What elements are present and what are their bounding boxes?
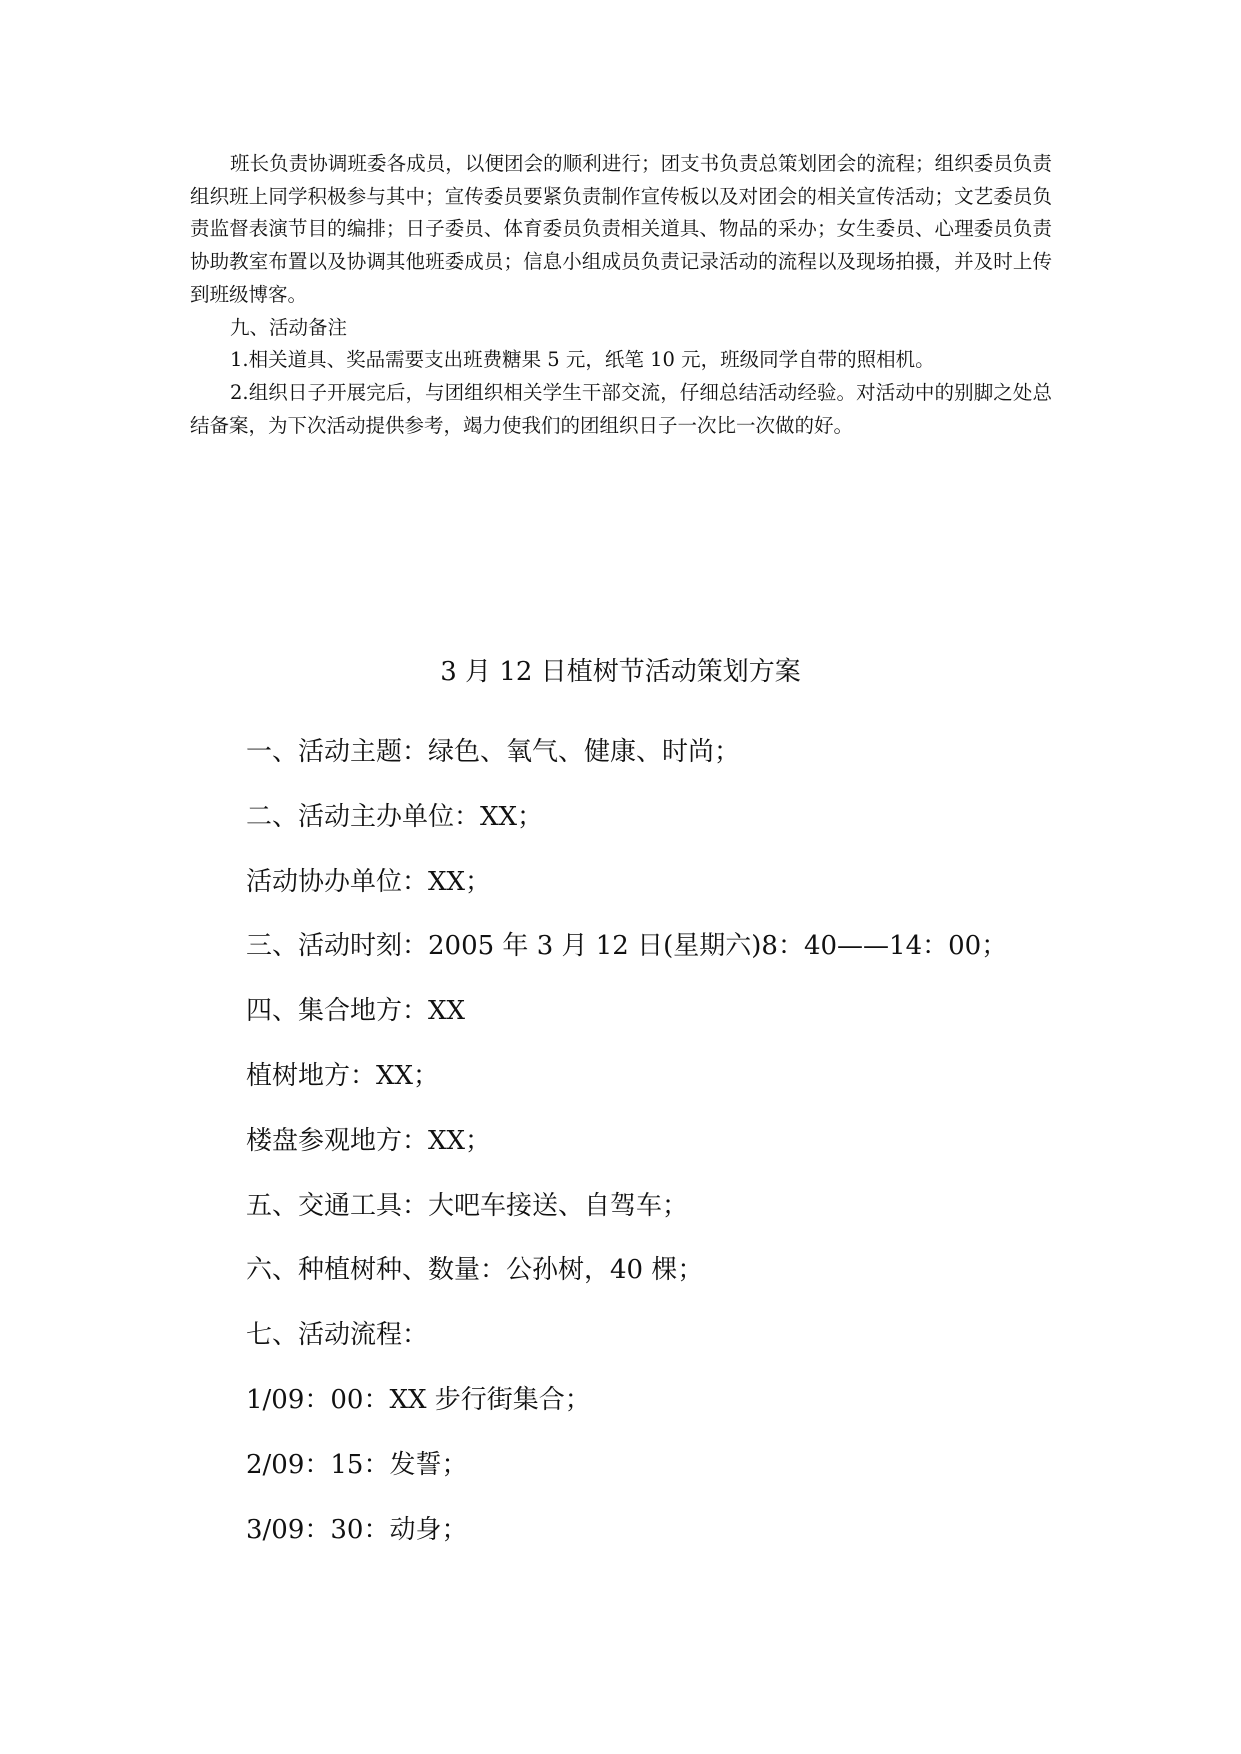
previous-plan-continuation [190, 148, 1052, 442]
plan-line-step-1: 1/09：00：XX 步行街集合； [246, 1384, 591, 1415]
plan-line-process-heading: 七、活动流程： [246, 1320, 429, 1351]
plan-line-planting-place: 植树地方：XX； [246, 1060, 440, 1091]
note-item-2: 2.组织日子开展完后，与团组织相关学生干部交流，仔细总结活动经验。对活动中的别脚之处总结备案，为下次活动提供参考，竭力使我们的团组织日子一次比一次做的好。 [190, 380, 1052, 437]
plan-line-tree-species: 六、种植树种、数量：公孙树，40 棵； [246, 1255, 704, 1286]
plan-line-meeting-place: 四、集合地方：XX [246, 996, 466, 1027]
plan-line-step-3: 3/09：30：动身； [246, 1514, 468, 1545]
plan-line-step-2: 2/09：15：发誓； [246, 1449, 468, 1480]
duties-paragraph: 班长负责协调班委各成员，以便团会的顺利进行；团支书负责总策划团会的流程；组织委员负责组织班上同学积极参与其中；宣传委员要紧负责制作宣传板以及对团会的相关宣传活动；文艺委员负责监督表演节目的编排；日子委员、体育委员负责相关道具、物品的采办；女生委员、心理委员负责协助教室布置以及协调其他班委成员；信息小组成员负责记录活动的流程以及现场拍摄，并及时上传到班级博客。 [190, 152, 1052, 306]
plan-line-theme: 一、活动主题：绿色、氧气、健康、时尚； [246, 737, 741, 767]
note-item-1: 1.相关道具、奖品需要支出班费糖果 5 元，纸笔 10 元，班级同学自带的照相机。 [230, 348, 935, 372]
plan-title: 3 月 12 日植树节活动策划方案 [440, 657, 801, 687]
plan-line-organizer: 二、活动主办单位：XX； [246, 801, 544, 832]
plan-line-co-organizer: 活动协办单位：XX； [246, 866, 492, 897]
plan-line-visit-place: 楼盘参观地方：XX； [246, 1125, 492, 1156]
plan-items [246, 732, 1046, 1574]
plan-line-transport: 五、交通工具：大吧车接送、自驾车； [246, 1190, 689, 1221]
section-heading-notes: 九、活动备注 [230, 315, 348, 339]
plan-line-time: 三、活动时刻：2005 年 3 月 12 日(星期六)8：40——14：00； [246, 931, 1008, 962]
